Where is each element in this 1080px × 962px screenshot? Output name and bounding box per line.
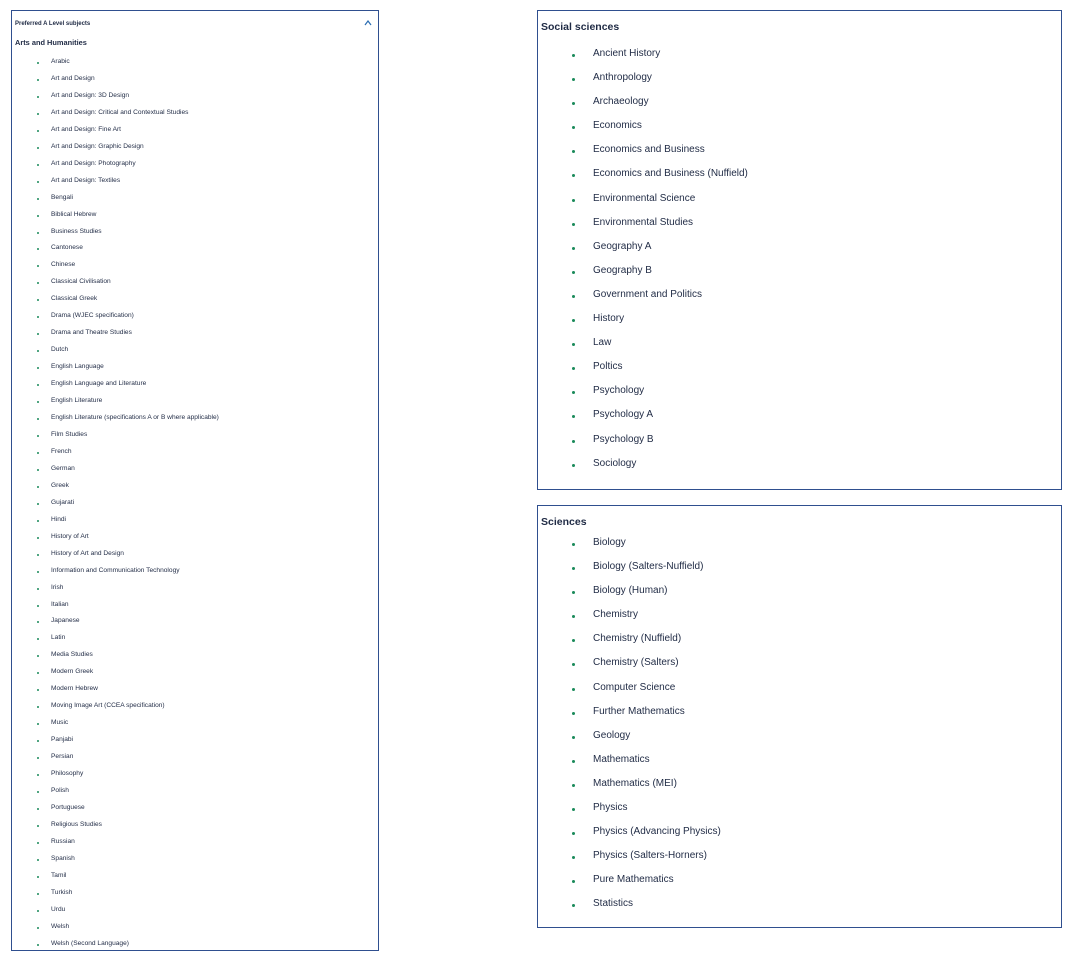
bullet-icon (572, 856, 575, 859)
subject-label: Mathematics (593, 753, 650, 765)
bullet-icon (37, 232, 39, 234)
arts-humanities-heading: Arts and Humanities (15, 38, 87, 47)
subject-label: Spanish (51, 854, 75, 862)
bullet-icon (572, 904, 575, 907)
subject-label: Physics (Advancing Physics) (593, 826, 721, 838)
bullet-icon (572, 464, 575, 467)
subject-label: English Literature (51, 397, 103, 405)
bullet-icon (37, 435, 39, 437)
bullet-icon (572, 247, 575, 250)
bullet-icon (572, 567, 575, 570)
subject-label: Modern Greek (51, 668, 94, 676)
bullet-icon (37, 418, 39, 420)
bullet-icon (572, 880, 575, 883)
bullet-icon (572, 784, 575, 787)
bullet-icon (37, 554, 39, 556)
bullet-icon (37, 215, 39, 217)
bullet-icon (37, 333, 39, 335)
subject-label: Economics and Business (593, 144, 705, 156)
subject-label: Chemistry (593, 609, 639, 621)
subject-label: Music (51, 719, 69, 727)
bullet-icon (37, 401, 39, 403)
bullet-icon (572, 712, 575, 715)
bullet-icon (37, 944, 39, 946)
bullet-icon (37, 367, 39, 369)
bullet-icon (37, 893, 39, 895)
bullet-icon (572, 543, 575, 546)
subject-label: English Literature (specifications A or B where applicable) (51, 414, 219, 422)
subject-label: Persian (51, 753, 74, 761)
bullet-icon (37, 723, 39, 725)
social-sciences-heading: Social sciences (541, 21, 620, 33)
subject-label: Economics and Business (Nuffield) (593, 168, 748, 180)
bullet-icon (37, 62, 39, 64)
bullet-icon (572, 343, 575, 346)
subject-label: Physics (Salters-Horners) (593, 850, 707, 862)
bullet-icon (37, 588, 39, 590)
subject-label: Poltics (593, 361, 623, 373)
subject-label: Hindi (51, 515, 67, 523)
subject-label: French (51, 447, 72, 455)
bullet-icon (37, 791, 39, 793)
bullet-icon (572, 832, 575, 835)
bullet-icon (572, 760, 575, 763)
subject-label: Geography B (593, 264, 652, 276)
sciences-heading: Sciences (541, 516, 587, 528)
subject-label: Archaeology (593, 96, 649, 108)
subject-label: Russian (51, 837, 75, 845)
bullet-icon (37, 638, 39, 640)
subject-label: Chemistry (Nuffield) (593, 633, 682, 645)
subject-label: Welsh (51, 922, 70, 930)
subject-label: Psychology B (593, 433, 654, 445)
subject-label: History of Art (51, 532, 89, 540)
bullet-icon (37, 299, 39, 301)
subject-label: Anthropology (593, 72, 652, 84)
bullet-icon (37, 927, 39, 929)
bullet-icon (37, 350, 39, 352)
subject-label: Latin (51, 634, 66, 642)
bullet-icon (37, 825, 39, 827)
bullet-icon (37, 706, 39, 708)
bullet-icon (572, 639, 575, 642)
bullet-icon (37, 774, 39, 776)
subject-label: Moving Image Art (CCEA specification) (51, 702, 165, 710)
bullet-icon (37, 740, 39, 742)
bullet-icon (572, 102, 575, 105)
subject-label: Philosophy (51, 770, 84, 778)
subject-label: Panjabi (51, 736, 73, 744)
subject-label: Welsh (Second Language) (51, 939, 129, 947)
sciences-panel (537, 505, 1062, 928)
bullet-icon (572, 391, 575, 394)
subject-label: Italian (51, 600, 69, 608)
bullet-icon (37, 181, 39, 183)
bullet-icon (572, 54, 575, 57)
bullet-icon (37, 876, 39, 878)
subject-label: English Language and Literature (51, 380, 147, 388)
bullet-icon (37, 164, 39, 166)
subject-label: Information and Communication Technology (51, 566, 180, 574)
subject-label: Art and Design: Graphic Design (51, 142, 144, 150)
subject-label: Polish (51, 786, 69, 794)
subject-label: Sociology (593, 457, 637, 469)
subject-label: Government and Politics (593, 288, 702, 300)
bullet-icon (572, 199, 575, 202)
bullet-icon (37, 316, 39, 318)
subject-label: Business Studies (51, 227, 102, 235)
subject-label: Turkish (51, 888, 73, 896)
bullet-icon (572, 150, 575, 153)
subject-label: Law (593, 337, 612, 349)
bullet-icon (572, 271, 575, 274)
subject-label: Biology (Salters-Nuffield) (593, 561, 704, 573)
subject-label: Statistics (593, 898, 634, 910)
subject-label: History (593, 313, 625, 325)
subject-label: Pure Mathematics (593, 874, 674, 886)
bullet-icon (572, 78, 575, 81)
bullet-icon (37, 248, 39, 250)
subject-label: Computer Science (593, 681, 676, 693)
subject-label: Art and Design: Fine Art (51, 125, 122, 133)
subject-label: Bengali (51, 193, 73, 201)
bullet-icon (572, 319, 575, 322)
bullet-icon (37, 537, 39, 539)
subject-label: Classical Civilisation (51, 278, 111, 286)
bullet-icon (37, 910, 39, 912)
bullet-icon (572, 736, 575, 739)
bullet-icon (37, 469, 39, 471)
bullet-icon (37, 605, 39, 607)
bullet-icon (572, 223, 575, 226)
subject-label: Art and Design: 3D Design (51, 91, 130, 99)
subject-label: Gujarati (51, 498, 75, 506)
bullet-icon (37, 384, 39, 386)
preferred-subjects-header: Preferred A Level subjects (15, 21, 91, 27)
subject-label: Drama and Theatre Studies (51, 329, 132, 337)
bullet-icon (37, 147, 39, 149)
bullet-icon (572, 126, 575, 129)
subject-label: Chemistry (Salters) (593, 657, 679, 669)
subject-label: Arabic (51, 58, 70, 65)
subject-label: Art and Design (51, 74, 95, 82)
bullet-icon (572, 663, 575, 666)
subject-label: Psychology (593, 385, 645, 397)
bullet-icon (572, 440, 575, 443)
bullet-icon (37, 757, 39, 759)
subject-label: Biology (Human) (593, 585, 668, 597)
bullet-icon (572, 591, 575, 594)
bullet-icon (572, 415, 575, 418)
bullet-icon (572, 174, 575, 177)
subject-label: Environmental Studies (593, 216, 694, 228)
subject-label: Psychology A (593, 409, 654, 421)
bullet-icon (37, 130, 39, 132)
subject-label: Greek (51, 481, 69, 489)
bullet-icon (37, 520, 39, 522)
subject-label: German (51, 464, 75, 472)
bullet-icon (37, 96, 39, 98)
bullet-icon (37, 621, 39, 623)
bullet-icon (37, 486, 39, 488)
bullet-icon (37, 265, 39, 267)
subject-label: Mathematics (MEI) (593, 777, 677, 789)
subject-label: Geography A (593, 240, 652, 252)
bullet-icon (37, 808, 39, 810)
subject-label: Film Studies (51, 430, 88, 438)
subject-label: Irish (51, 583, 64, 591)
subject-label: Economics (593, 120, 642, 132)
subject-label: History of Art and Design (51, 549, 124, 557)
bullet-icon (37, 503, 39, 505)
chevron-up-icon[interactable] (363, 18, 373, 28)
subject-label: Biblical Hebrew (51, 210, 97, 218)
bullet-icon (37, 198, 39, 200)
bullet-icon (37, 655, 39, 657)
subject-label: Japanese (51, 617, 80, 625)
subject-label: Media Studies (51, 651, 93, 659)
bullet-icon (37, 842, 39, 844)
bullet-icon (37, 859, 39, 861)
bullet-icon (572, 808, 575, 811)
subject-label: Dutch (51, 346, 69, 354)
subject-label: Art and Design: Textiles (51, 176, 121, 184)
subject-label: English Language (51, 363, 104, 371)
subject-label: Art and Design: Photography (51, 159, 136, 167)
subject-label: Geology (593, 729, 631, 741)
subject-label: Drama (WJEC specification) (51, 312, 134, 320)
bullet-icon (572, 688, 575, 691)
bullet-icon (37, 571, 39, 573)
subject-label: Further Mathematics (593, 705, 685, 717)
bullet-icon (572, 295, 575, 298)
subject-label: Urdu (51, 905, 66, 913)
social-sciences-panel (537, 10, 1062, 490)
subject-label: Biology (593, 537, 626, 548)
subject-label: Tamil (51, 871, 67, 879)
subject-label: Modern Hebrew (51, 685, 98, 693)
subject-label: Portuguese (51, 803, 85, 811)
bullet-icon (572, 367, 575, 370)
bullet-icon (37, 113, 39, 115)
bullet-icon (37, 282, 39, 284)
subject-label: Cantonese (51, 244, 83, 252)
bullet-icon (37, 689, 39, 691)
bullet-icon (572, 615, 575, 618)
subject-label: Ancient History (593, 48, 661, 59)
subject-label: Physics (593, 802, 628, 814)
bullet-icon (37, 672, 39, 674)
bullet-icon (37, 79, 39, 81)
subject-label: Classical Greek (51, 295, 98, 303)
subject-label: Religious Studies (51, 820, 102, 828)
bullet-icon (37, 452, 39, 454)
subject-label: Art and Design: Critical and Contextual Studies (51, 108, 189, 116)
arts-humanities-panel (11, 10, 379, 951)
subject-label: Chinese (51, 261, 76, 269)
subject-label: Environmental Science (593, 192, 696, 204)
